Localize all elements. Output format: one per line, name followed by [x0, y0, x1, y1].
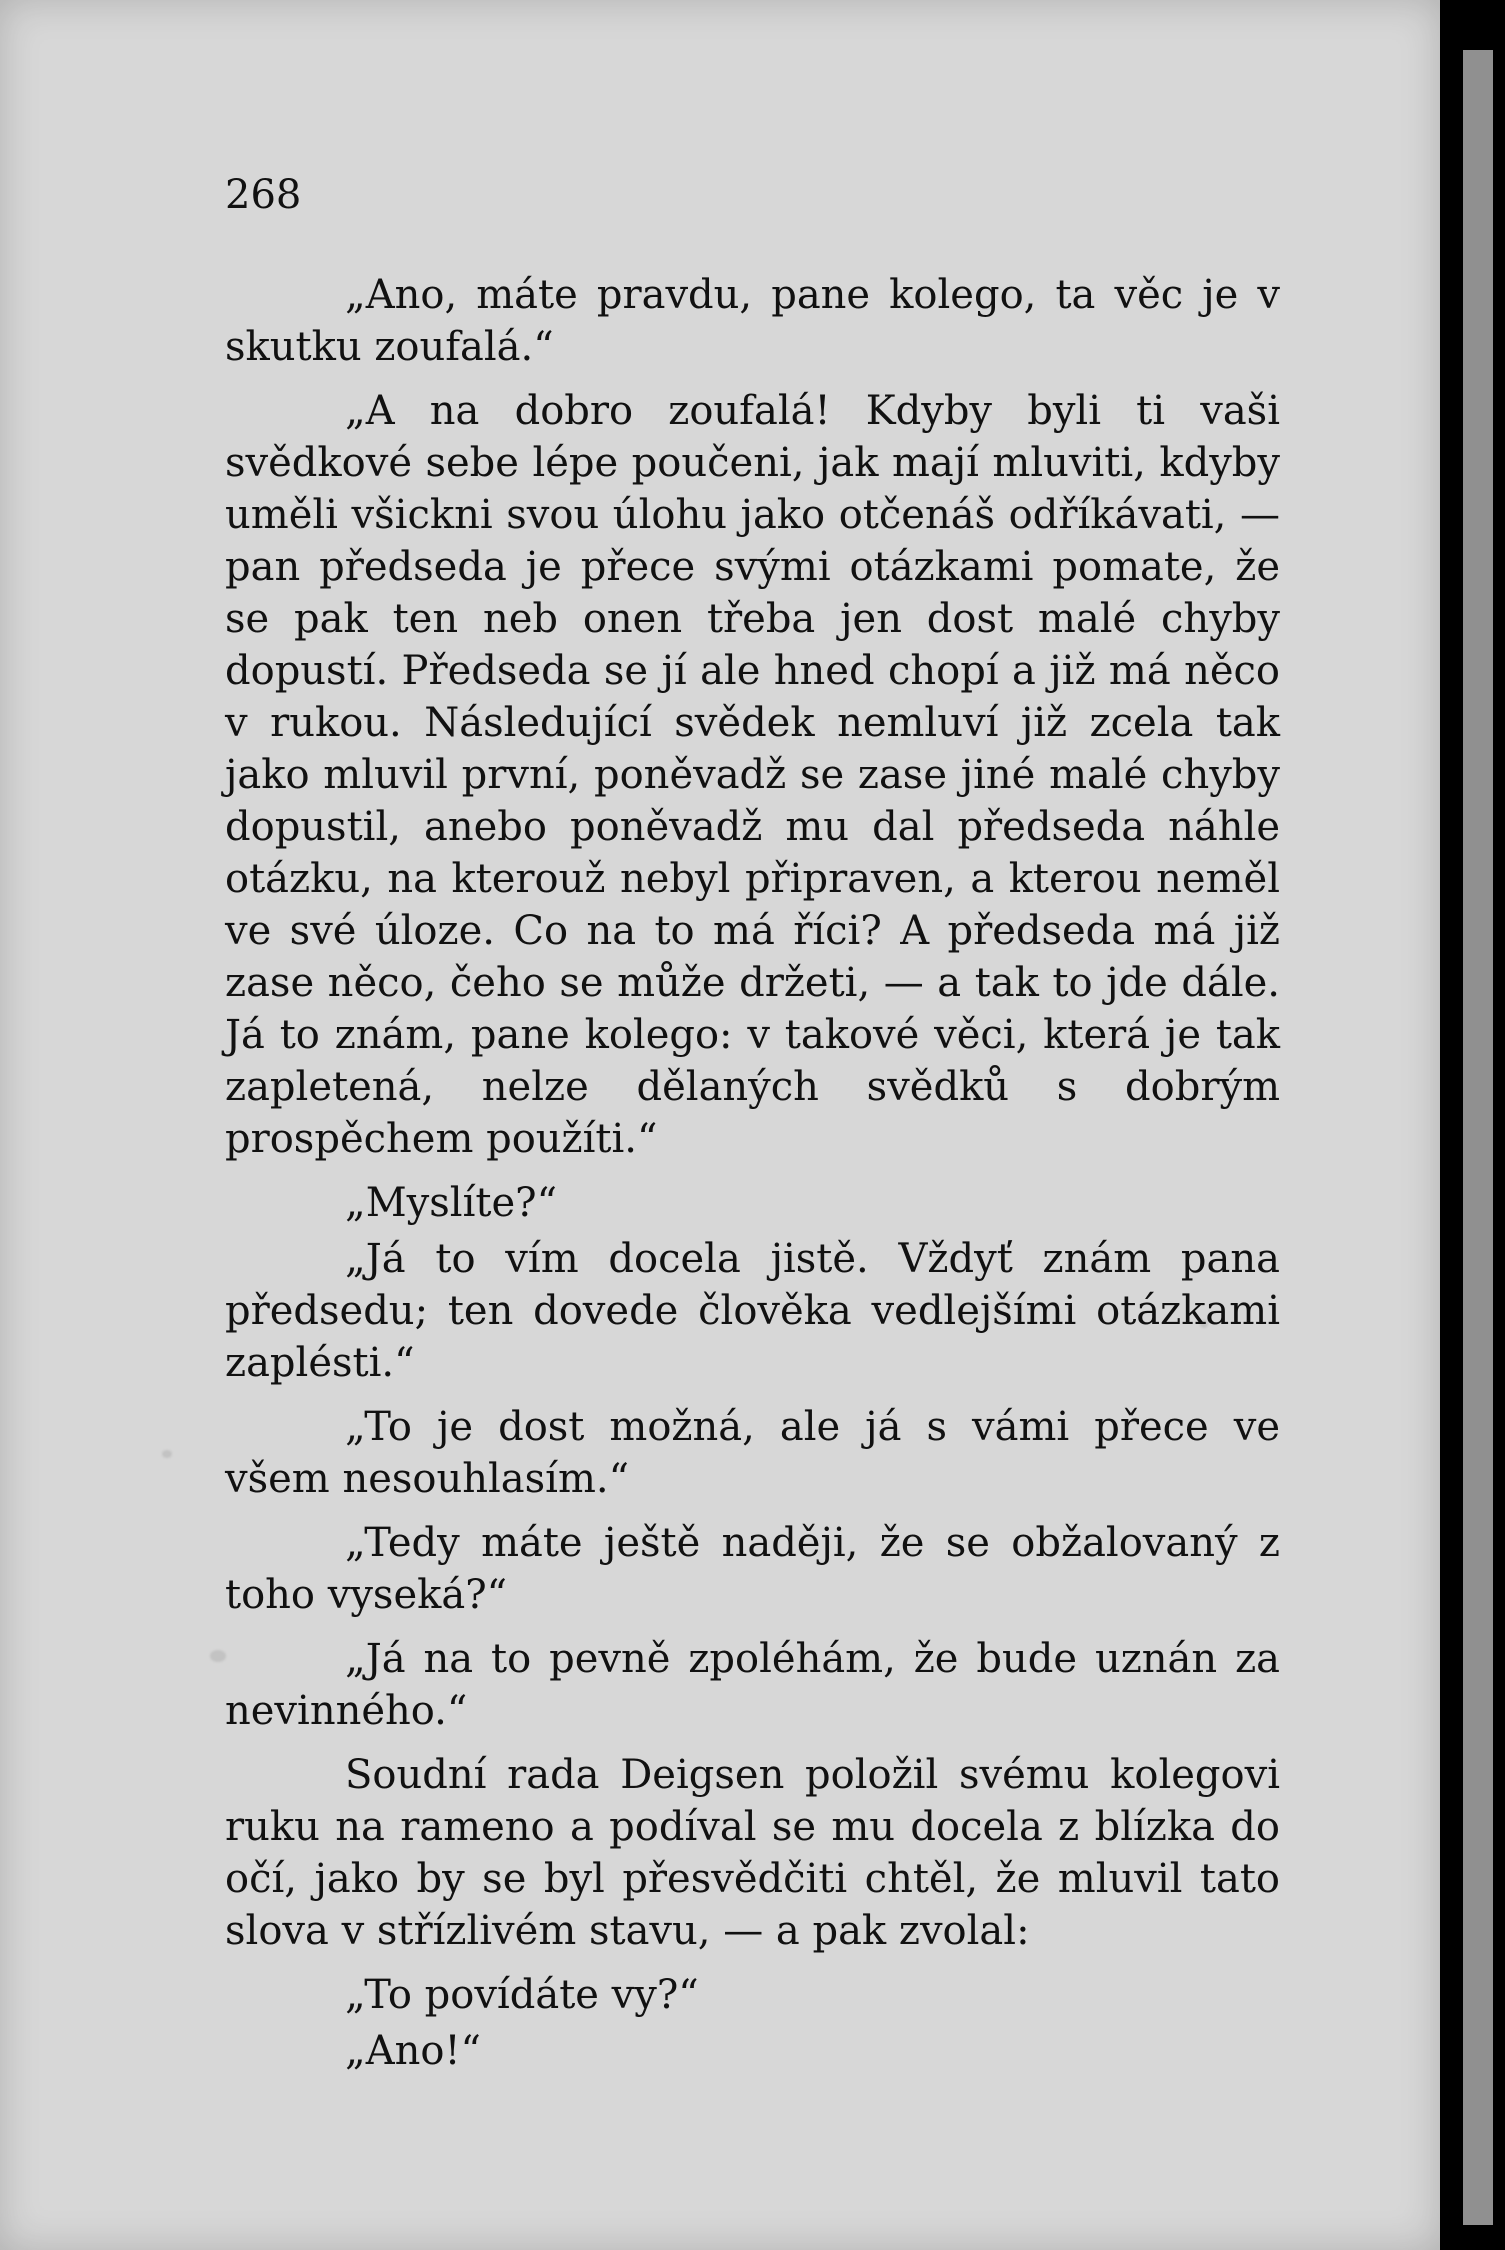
page-number: 268 — [225, 172, 302, 218]
adjacent-page-sliver — [1463, 50, 1493, 2225]
paragraph-3: „Myslíte?“ — [345, 1180, 558, 1226]
page-smudge — [162, 1450, 172, 1458]
paragraph-6: „Tedy máte ještě naději, že se obžalovaný z toho vyseká?“ — [225, 1520, 1280, 1618]
page-smudge — [210, 1650, 226, 1662]
paragraph-5: „To je dost možná, ale já s vámi přece ve všem nesouhlasím.“ — [225, 1404, 1280, 1502]
paragraph-7: „Já na to pevně zpoléhám, že bude uznán za nevinného.“ — [225, 1636, 1280, 1734]
paragraph-9: „To povídáte vy?“ — [345, 1972, 699, 2018]
paragraph-8: Soudní rada Deigsen položil svému kolegovi ruku na rameno a podíval se mu docela z blízka do očí, jako by se byl přesvědčiti chtěl, že mluvil tato slova v střízlivém stavu, — a pak zvolal: — [225, 1752, 1280, 1954]
paragraph-2: „A na dobro zoufalá! Kdyby byli ti vaši svědkové sebe lépe poučeni, jak mají mluviti, kdyby uměli všickni svou úlohu jako otčenáš odříkávati, — pan předseda je přece svými otázkami pomate, že se pak ten neb onen třeba jen dost malé chyby dopustí. Předseda se jí ale hned chopí a již má něco v rukou. Následující svědek nemluví již zcela tak jako mluvil první, poněvadž se zase jiné malé chyby dopustil, anebo poněvadž mu dal předseda náhle otázku, na kterouž nebyl připraven, a kterou neměl ve své úloze. Co na to má říci? A předseda má již zase něco, čeho se může držeti, — a tak to jde dále. Já to znám, pane kolego: v takové věci, která je tak zapletená, nelze dělaných svědků s dobrým prospěchem použíti.“ — [225, 388, 1280, 1162]
paragraph-10: „Ano!“ — [345, 2028, 481, 2074]
paragraph-1: „Ano, máte pravdu, pane kolego, ta věc je v skutku zoufalá.“ — [225, 272, 1280, 370]
paragraph-4: „Já to vím docela jistě. Vždyť znám pana předsedu; ten dovede člověka vedlejšími otázkami zaplésti.“ — [225, 1236, 1280, 1386]
main-text-block — [225, 172, 1280, 2089]
